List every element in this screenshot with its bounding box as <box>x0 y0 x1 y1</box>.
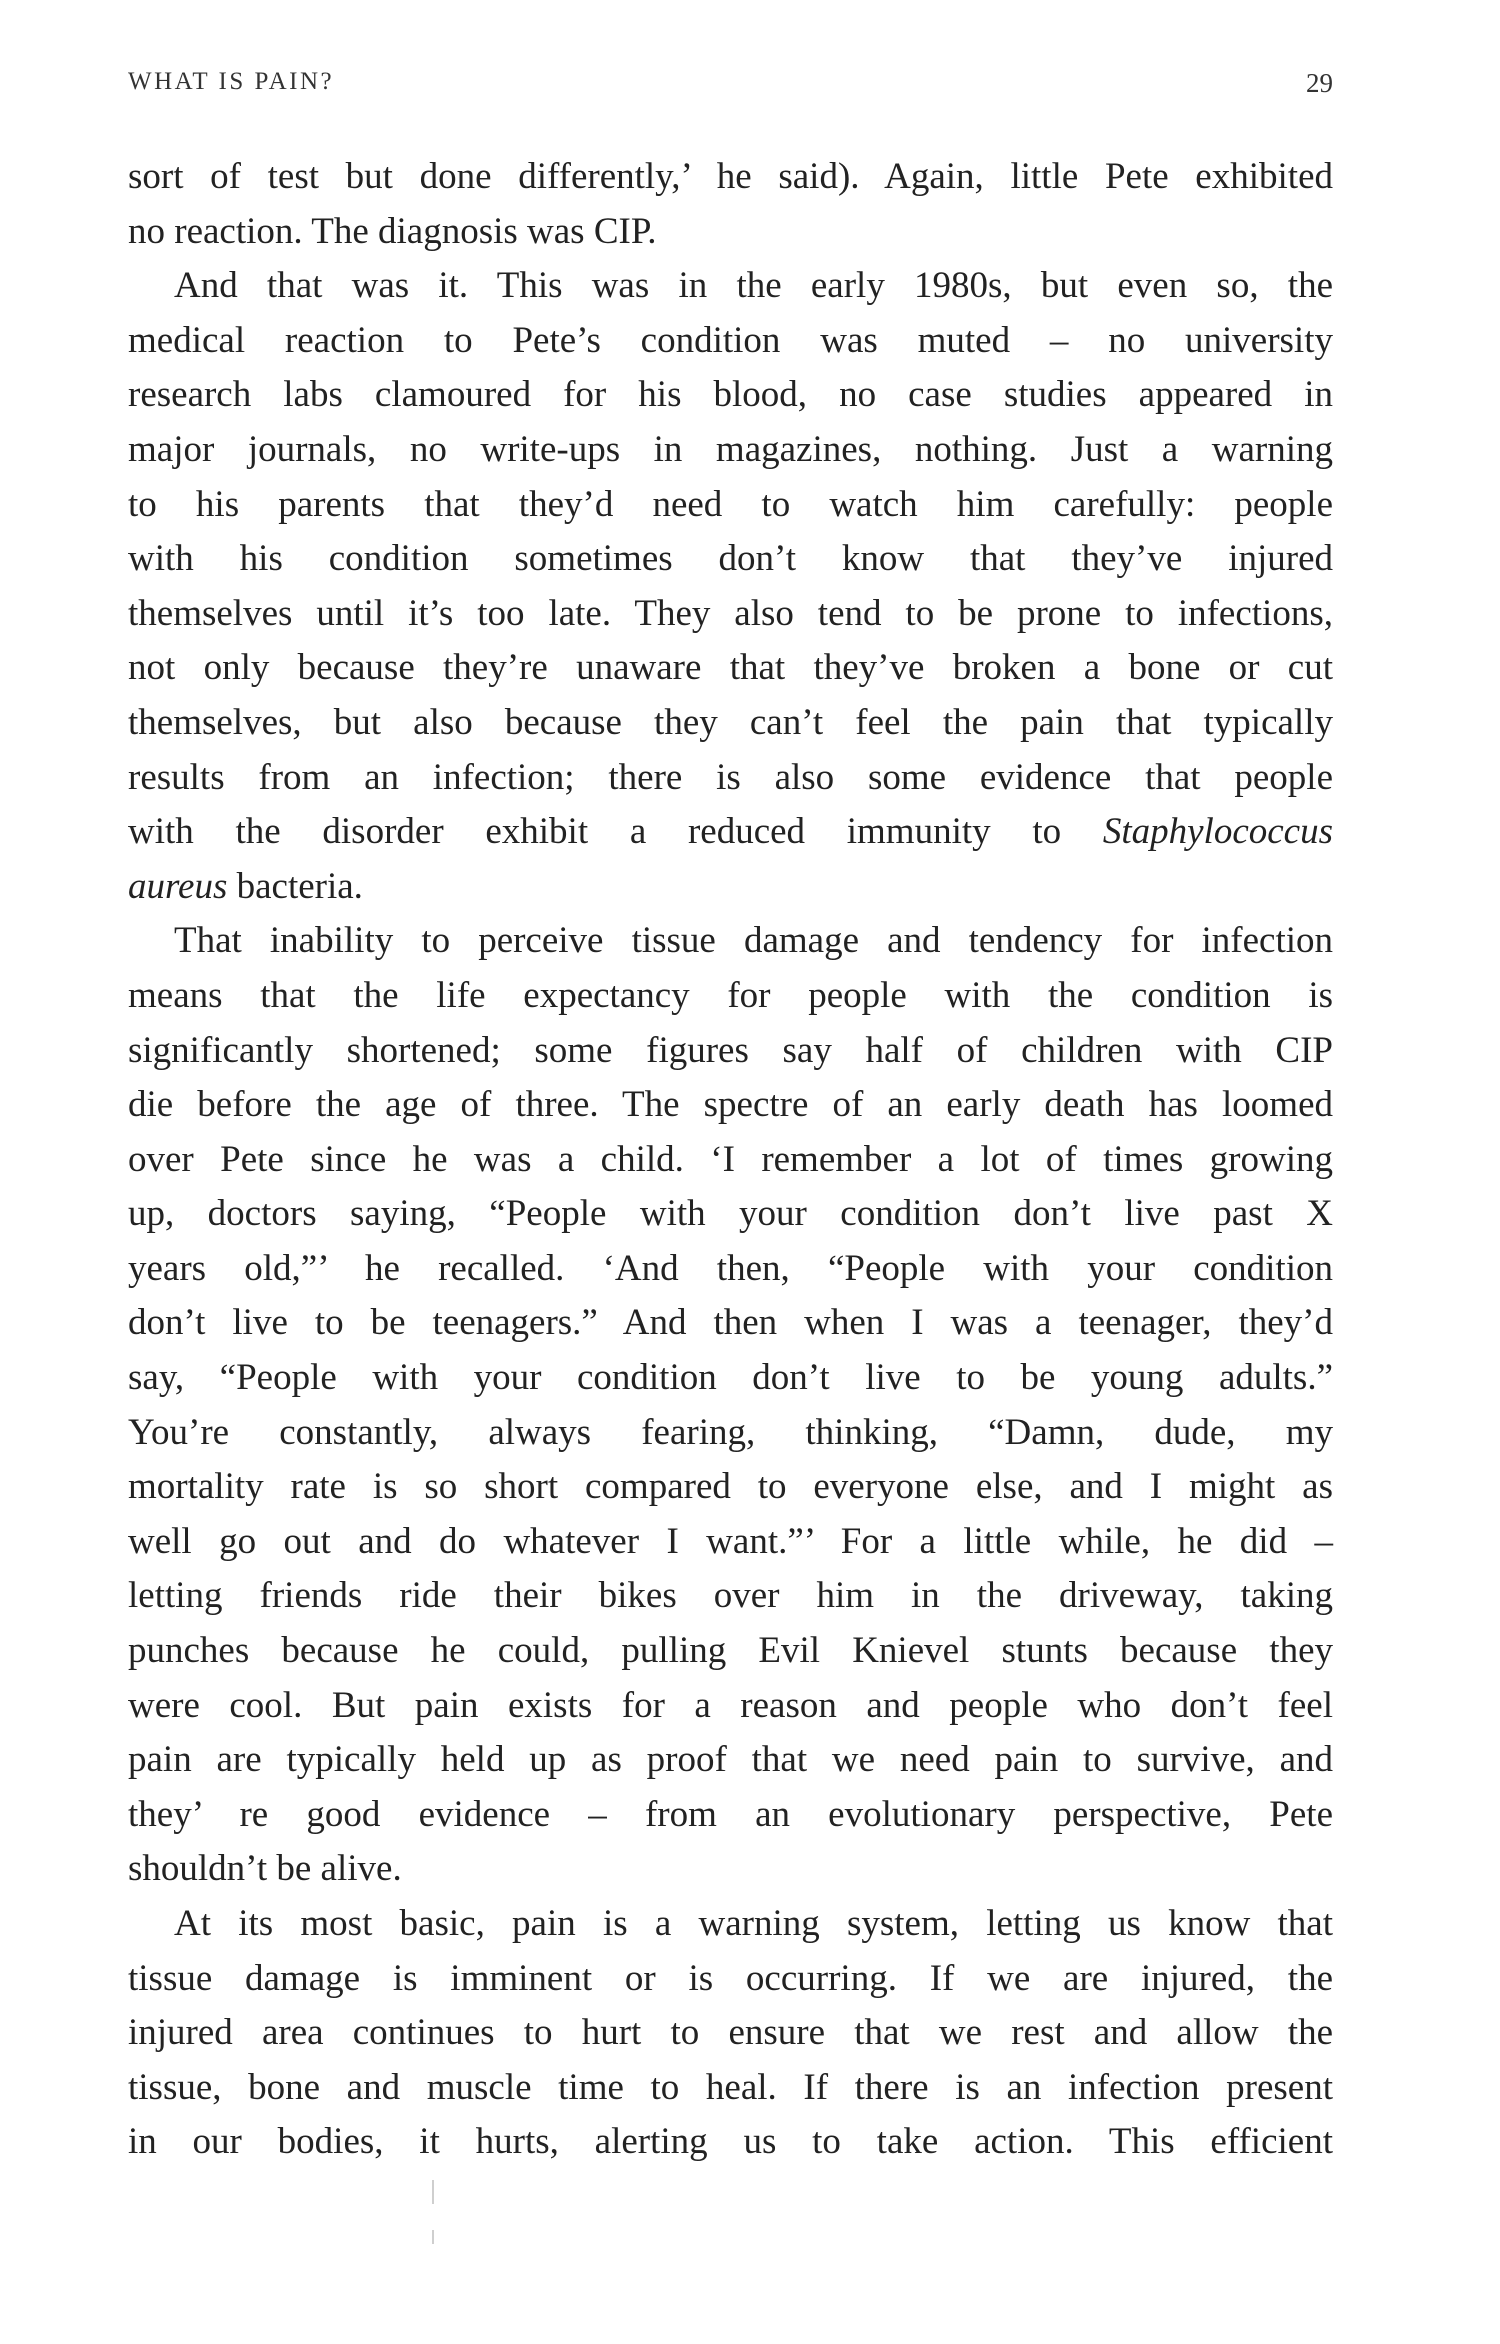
text-line <box>128 641 1333 696</box>
text-line <box>128 1952 1333 2007</box>
text-segment: That inability to perceive tissue damage and tendency for infection <box>174 920 1333 962</box>
text-segment: over Pete since he was a child. ‘I remember a lot of times growing <box>128 1138 1333 1180</box>
text-segment: years old,”’ he recalled. ‘And then, “People with your condition <box>128 1247 1333 1289</box>
page-number: 29 <box>1306 68 1333 98</box>
text-line <box>128 696 1333 751</box>
text-segment: tissue damage is imminent or is occurring. If we are injured, the <box>128 1957 1333 1999</box>
body-text <box>128 150 1333 2170</box>
scan-artifact <box>432 2180 434 2204</box>
text-segment: in our bodies, it hurts, alerting us to take action. This efficient <box>128 2121 1333 2163</box>
text-segment: don’t live to be teenagers.” And then when I was a teenager, they’d <box>128 1302 1333 1344</box>
text-segment: mortality rate is so short compared to everyone else, and I might as <box>128 1466 1333 1508</box>
text-segment: were cool. But pain exists for a reason and people who don’t feel <box>128 1684 1333 1726</box>
paragraph <box>128 150 1333 259</box>
text-segment: themselves, but also because they can’t feel the pain that typically <box>128 701 1333 743</box>
text-segment: to his parents that they’d need to watch him carefully: people <box>128 483 1333 525</box>
text-segment: punches because he could, pulling Evil Knievel stunts because they <box>128 1630 1333 1672</box>
text-line <box>128 1679 1333 1734</box>
italic-text: Staphylococcus <box>1102 811 1333 853</box>
text-segment: You’re constantly, always fearing, thinking, “Damn, dude, my <box>128 1411 1333 1453</box>
text-line <box>128 259 1333 314</box>
text-line <box>128 1515 1333 1570</box>
text-segment: major journals, no write-ups in magazines, nothing. Just a warning <box>128 428 1333 470</box>
text-line <box>128 1569 1333 1624</box>
text-segment: At its most basic, pain is a warning system, letting us know that <box>174 1903 1333 1944</box>
scan-artifact <box>432 2230 434 2244</box>
text-segment: research labs clamoured for his blood, no case studies appeared in <box>128 374 1333 416</box>
text-segment: up, doctors saying, “People with your condition don’t live past X <box>128 1193 1333 1235</box>
text-line <box>128 1078 1333 1133</box>
text-line <box>128 969 1333 1024</box>
text-segment: bacteria. <box>227 865 363 907</box>
text-segment: results from an infection; there is also some evidence that people <box>128 756 1333 798</box>
text-line <box>128 423 1333 478</box>
text-segment: with the disorder exhibit a reduced immunity to <box>128 811 1103 853</box>
text-line <box>128 1351 1333 1406</box>
paragraph <box>128 1897 1333 2170</box>
text-segment: significantly shortened; some figures say half of children with CIP <box>128 1029 1333 1071</box>
text-line <box>128 1133 1333 1188</box>
text-line <box>128 1406 1333 1461</box>
text-segment: letting friends ride their bikes over him in the driveway, taking <box>128 1575 1333 1617</box>
text-segment: And that was it. This was in the early 1980s, but even so, the <box>174 265 1333 307</box>
chapter-title: WHAT IS PAIN? <box>128 68 335 95</box>
paragraph <box>128 259 1333 914</box>
text-line <box>128 2061 1333 2116</box>
text-line <box>128 314 1333 369</box>
text-segment: die before the age of three. The spectre of an early death has loomed <box>128 1084 1333 1126</box>
text-line <box>128 1024 1333 1079</box>
paragraph <box>128 914 1333 1897</box>
text-line <box>128 751 1333 806</box>
text-line <box>128 1842 1333 1897</box>
text-line <box>128 805 1333 860</box>
text-line <box>128 2115 1333 2170</box>
text-line <box>128 532 1333 587</box>
text-line <box>128 1460 1333 1515</box>
text-segment: tissue, bone and muscle time to heal. If there is an infection present <box>128 2066 1333 2108</box>
text-line <box>128 1788 1333 1843</box>
text-line <box>128 860 1333 915</box>
text-line <box>128 368 1333 423</box>
text-segment: not only because they’re unaware that they’ve broken a bone or cut <box>128 647 1333 689</box>
running-head <box>128 68 1333 108</box>
text-segment: they’ re good evidence – from an evolutionary perspective, Pete <box>128 1793 1333 1835</box>
text-segment: well go out and do whatever I want.”’ For a little while, he did – <box>128 1520 1333 1562</box>
text-segment: themselves until it’s too late. They also tend to be prone to infections, <box>128 592 1333 634</box>
text-segment: pain are typically held up as proof that we need pain to survive, and <box>128 1739 1333 1781</box>
text-segment: medical reaction to Pete’s condition was muted – no university <box>128 319 1333 361</box>
text-line <box>128 1242 1333 1297</box>
text-line <box>128 1624 1333 1679</box>
text-line <box>128 1296 1333 1351</box>
text-segment: with his condition sometimes don’t know that they’ve injured <box>128 538 1333 580</box>
text-line <box>128 478 1333 533</box>
text-segment: no reaction. The diagnosis was CIP. <box>128 210 657 252</box>
text-segment: sort of test but done differently,’ he said). Again, little Pete exhibited <box>128 156 1333 197</box>
text-line <box>128 587 1333 642</box>
text-line <box>128 1897 1333 1952</box>
text-line <box>128 2006 1333 2061</box>
text-segment: say, “People with your condition don’t live to be young adults.” <box>128 1357 1333 1399</box>
text-line <box>128 1733 1333 1788</box>
text-segment: injured area continues to hurt to ensure that we rest and allow the <box>128 2012 1333 2054</box>
text-line <box>128 914 1333 969</box>
text-line <box>128 205 1333 260</box>
text-line <box>128 1187 1333 1242</box>
text-segment: shouldn’t be alive. <box>128 1848 402 1890</box>
text-segment: means that the life expectancy for people with the condition is <box>128 974 1333 1016</box>
text-line <box>128 150 1333 205</box>
italic-text: aureus <box>128 865 228 907</box>
